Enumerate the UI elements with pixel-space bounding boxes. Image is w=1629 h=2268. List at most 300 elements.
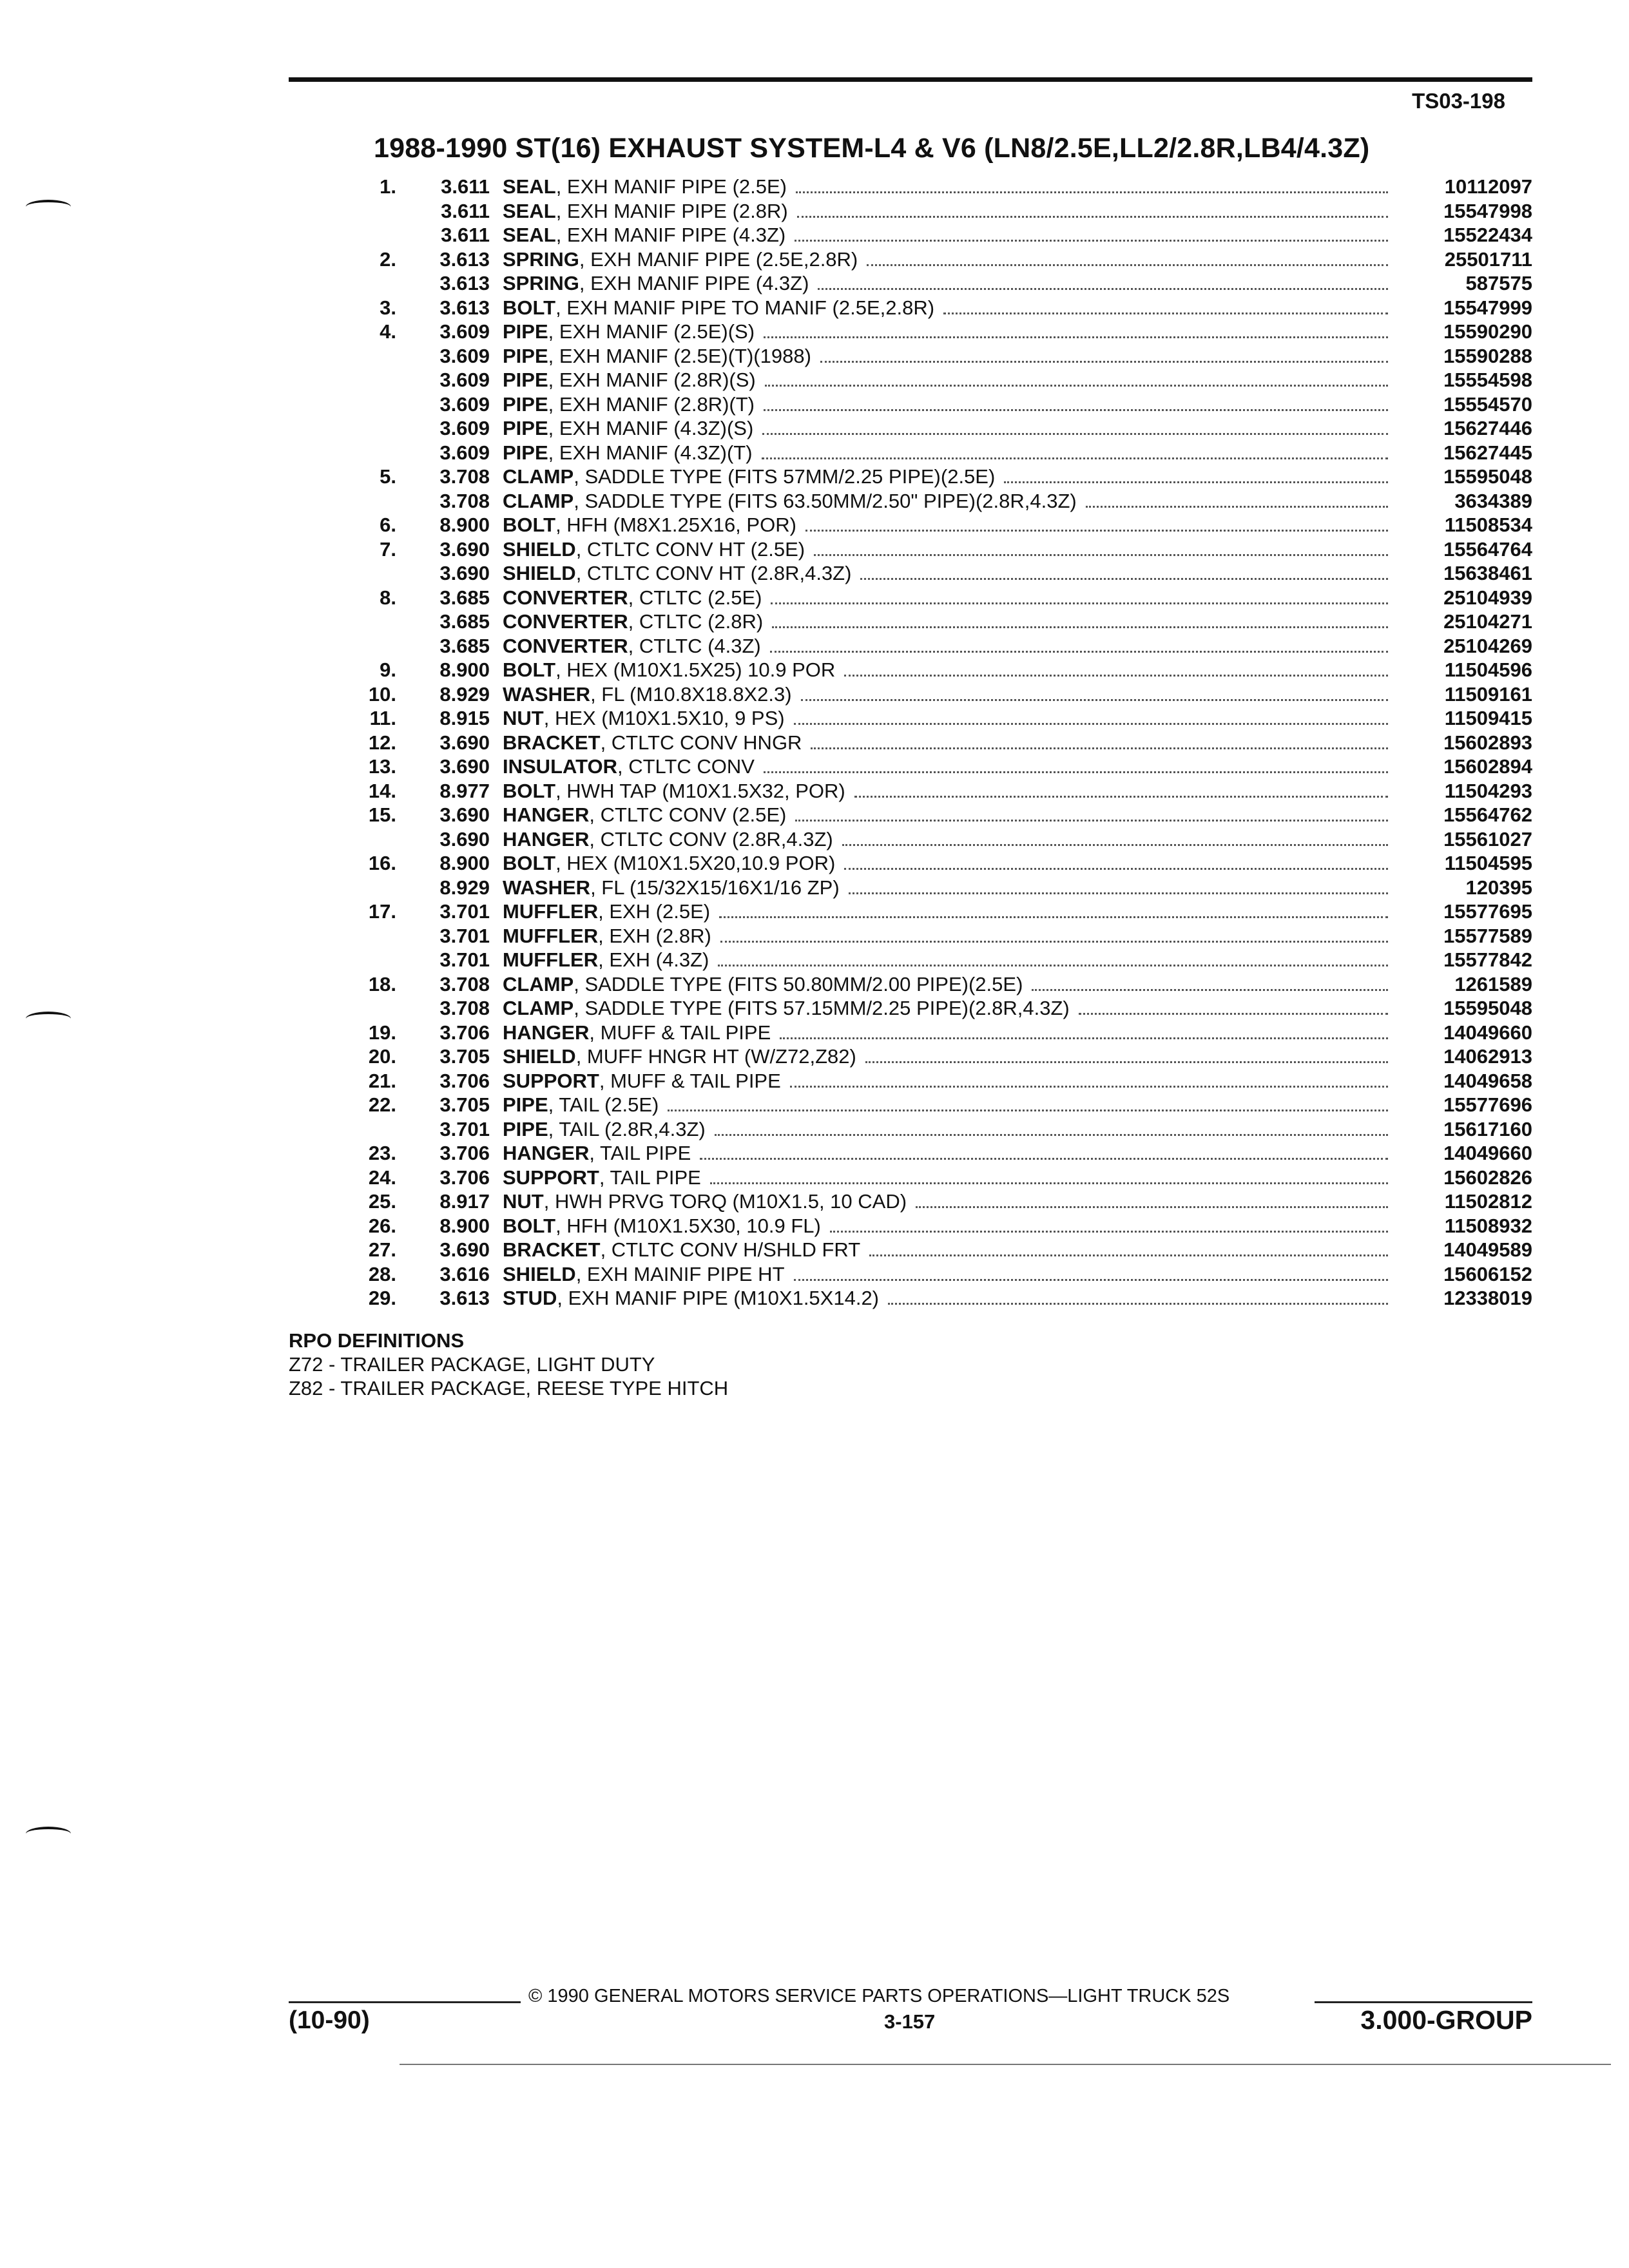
part-description — [503, 248, 1397, 271]
part-group-number: 3.706 — [439, 1142, 490, 1164]
punch-hole-mark-top — [26, 200, 71, 214]
part-detail: , EXH MANIF PIPE (4.3Z) — [555, 224, 786, 246]
footer-rule-left — [289, 2001, 521, 2003]
part-group-number: 3.685 — [439, 586, 490, 609]
part-name: PIPE — [503, 344, 548, 367]
part-name: SUPPORT — [503, 1069, 599, 1092]
part-group-number: 3.609 — [439, 441, 490, 464]
part-name: BOLT — [503, 852, 556, 874]
part-name: BOLT — [503, 1214, 556, 1237]
part-row — [335, 1263, 1532, 1287]
part-number: 15554570 — [1443, 392, 1532, 416]
dot-leader — [770, 635, 1388, 653]
part-group-number: 8.900 — [439, 852, 490, 874]
part-group-number: 3.609 — [439, 320, 490, 343]
part-index: 27. — [368, 1238, 396, 1261]
part-group-number: 3.708 — [439, 465, 490, 488]
part-group-number: 3.609 — [439, 344, 490, 367]
part-group-number: 3.616 — [439, 1262, 490, 1285]
part-detail: , EXH MANIF (4.3Z)(T) — [548, 441, 753, 464]
part-name: WASHER — [503, 682, 591, 706]
part-group-number: 3.685 — [439, 634, 490, 657]
part-number: 587575 — [1465, 272, 1532, 294]
dot-leader — [849, 876, 1388, 894]
rpo-definitions — [289, 1329, 728, 1400]
part-detail: , HWH TAP (M10X1.5X32, POR) — [555, 779, 845, 802]
dot-leader — [916, 1190, 1388, 1208]
part-number: 25104271 — [1443, 610, 1532, 633]
part-detail: , CTLTC CONV H/SHLD FRT — [600, 1238, 861, 1261]
part-description — [503, 973, 1397, 996]
part-description — [503, 1045, 1397, 1068]
part-detail: , TAIL (2.5E) — [548, 1093, 659, 1116]
part-index: 19. — [368, 1021, 396, 1044]
part-row — [335, 369, 1532, 393]
dot-leader — [1079, 997, 1388, 1015]
part-number: 11509161 — [1444, 682, 1532, 706]
part-group-number: 3.613 — [439, 272, 490, 294]
part-detail: , CTLTC CONV (2.8R,4.3Z) — [589, 827, 833, 850]
part-name: BOLT — [503, 658, 556, 681]
part-row — [335, 1093, 1532, 1118]
part-detail: , HEX (M10X1.5X20,10.9 POR) — [555, 852, 836, 874]
part-description — [503, 320, 1397, 343]
dot-leader — [805, 514, 1388, 532]
part-number: 11504596 — [1444, 658, 1532, 681]
part-name: INSULATOR — [503, 755, 617, 778]
part-index: 10. — [368, 682, 396, 706]
part-index: 18. — [368, 972, 396, 995]
part-group-number: 3.613 — [439, 1287, 490, 1309]
dot-leader — [943, 296, 1388, 314]
part-index: 25. — [368, 1190, 396, 1213]
rpo-item: Z82 - TRAILER PACKAGE, REESE TYPE HITCH — [289, 1377, 729, 1399]
part-group-number: 3.690 — [439, 562, 490, 584]
part-group-number: 8.977 — [439, 779, 490, 802]
dot-leader — [801, 683, 1388, 701]
dot-leader — [765, 369, 1388, 387]
part-row — [335, 296, 1532, 321]
part-row — [335, 514, 1532, 538]
part-detail: , FL (M10.8X18.8X2.3) — [590, 682, 792, 706]
part-description — [503, 780, 1397, 803]
part-number: 12338019 — [1443, 1287, 1532, 1309]
part-row — [335, 755, 1532, 780]
part-detail: , HEX (M10X1.5X10, 9 PS) — [543, 707, 785, 729]
part-row — [335, 876, 1532, 901]
part-name: BRACKET — [503, 1238, 601, 1261]
part-description — [503, 731, 1397, 754]
part-name: SPRING — [503, 272, 579, 294]
part-group-number: 3.611 — [441, 199, 490, 222]
part-description — [503, 900, 1397, 923]
part-number: 15577589 — [1443, 924, 1532, 947]
part-row — [335, 610, 1532, 635]
part-number: 15606152 — [1443, 1262, 1532, 1285]
part-number: 25501711 — [1444, 247, 1532, 271]
part-detail: , FL (15/32X15/16X1/16 ZP) — [590, 876, 840, 899]
part-detail: , EXH MANIF (2.8R)(S) — [548, 369, 756, 391]
dot-leader — [764, 755, 1388, 773]
part-description — [503, 1093, 1397, 1117]
part-detail: , EXH (4.3Z) — [598, 948, 709, 971]
part-row — [335, 345, 1532, 369]
bottom-edge-line — [400, 2064, 1611, 2065]
part-row — [335, 925, 1532, 949]
part-row — [335, 707, 1532, 731]
part-group-number: 3.609 — [439, 369, 490, 391]
part-group-number: 3.701 — [439, 924, 490, 947]
part-description — [503, 707, 1397, 730]
dot-leader — [772, 610, 1388, 628]
part-row — [335, 1215, 1532, 1239]
part-name: PIPE — [503, 320, 548, 343]
part-group-number: 3.690 — [439, 803, 490, 826]
dot-leader — [715, 1118, 1388, 1136]
part-description — [503, 224, 1397, 247]
part-row — [335, 272, 1532, 296]
dot-leader — [1032, 973, 1388, 991]
part-row — [335, 973, 1532, 997]
dot-leader — [888, 1287, 1388, 1305]
part-group-number: 8.900 — [439, 514, 490, 536]
part-group-number: 3.706 — [439, 1021, 490, 1044]
part-row — [335, 490, 1532, 514]
part-group-number: 8.929 — [439, 876, 490, 899]
punch-hole-mark-middle — [26, 1012, 71, 1026]
part-number: 15590290 — [1443, 320, 1532, 343]
part-detail: , EXH MANIF (2.5E)(T)(1988) — [548, 344, 811, 367]
part-row — [335, 1045, 1532, 1070]
part-name: MUFFLER — [503, 948, 599, 971]
part-description — [503, 683, 1397, 706]
part-number: 15547998 — [1443, 199, 1532, 222]
part-group-number: 8.900 — [439, 658, 490, 681]
dot-leader — [794, 707, 1388, 725]
rpo-item: Z72 - TRAILER PACKAGE, LIGHT DUTY — [289, 1353, 655, 1376]
part-row — [335, 224, 1532, 248]
part-description — [503, 441, 1397, 465]
part-description — [503, 1238, 1397, 1262]
part-group-number: 3.706 — [439, 1069, 490, 1092]
part-group-number: 3.705 — [439, 1093, 490, 1116]
part-group-number: 3.708 — [439, 489, 490, 512]
part-index: 26. — [368, 1214, 396, 1237]
part-group-number: 3.701 — [439, 948, 490, 971]
dot-leader — [668, 1093, 1388, 1111]
dot-leader — [830, 1215, 1388, 1233]
part-description — [503, 1070, 1397, 1093]
part-index: 8. — [380, 586, 396, 609]
part-group-number: 3.685 — [439, 610, 490, 633]
part-row — [335, 900, 1532, 925]
part-row — [335, 1070, 1532, 1094]
part-detail: , SADDLE TYPE (FITS 50.80MM/2.00 PIPE)(2.5E) — [574, 972, 1023, 995]
part-name: BOLT — [503, 779, 556, 802]
part-detail: , SADDLE TYPE (FITS 57.15MM/2.25 PIPE)(2.8R,4.3Z) — [574, 997, 1070, 1019]
footer-group: 3.000-GROUP — [1360, 2005, 1532, 2035]
dot-leader — [795, 224, 1388, 242]
dot-leader — [794, 1263, 1388, 1281]
part-name: BOLT — [503, 296, 556, 319]
part-description — [503, 1215, 1397, 1238]
part-index: 4. — [380, 320, 396, 343]
part-name: HANGER — [503, 1021, 590, 1044]
part-number: 10112097 — [1444, 175, 1532, 198]
dot-leader — [795, 803, 1388, 822]
part-number: 15627445 — [1443, 441, 1532, 464]
part-row — [335, 248, 1532, 273]
dot-leader — [700, 1142, 1388, 1160]
part-index: 12. — [368, 731, 396, 754]
dot-leader — [820, 345, 1388, 363]
part-row — [335, 803, 1532, 828]
part-detail: , MUFF & TAIL PIPE — [599, 1069, 781, 1092]
part-description — [503, 538, 1397, 561]
part-number: 11509415 — [1444, 707, 1532, 729]
dot-leader — [719, 900, 1388, 918]
dot-leader — [720, 925, 1388, 943]
part-detail: , CTLTC CONV (2.5E) — [589, 803, 787, 826]
dot-leader — [796, 175, 1388, 193]
part-group-number: 3.706 — [439, 1166, 490, 1189]
part-number: 11504293 — [1444, 779, 1532, 802]
dot-leader — [811, 731, 1388, 749]
part-index: 6. — [380, 514, 396, 536]
dot-leader — [718, 948, 1388, 966]
part-row — [335, 1142, 1532, 1166]
part-name: NUT — [503, 1190, 544, 1213]
part-name: CLAMP — [503, 997, 574, 1019]
part-description — [503, 755, 1397, 778]
part-index: 29. — [368, 1287, 396, 1309]
part-row — [335, 1287, 1532, 1311]
part-detail: , EXH (2.5E) — [598, 900, 711, 923]
part-number: 15564762 — [1443, 803, 1532, 826]
part-detail: , MUFF HNGR HT (W/Z72,Z82) — [575, 1045, 856, 1068]
part-index: 1. — [380, 175, 396, 198]
part-row — [335, 731, 1532, 756]
part-description — [503, 272, 1397, 295]
part-description — [503, 948, 1397, 972]
part-name: CLAMP — [503, 489, 574, 512]
part-row — [335, 1238, 1532, 1263]
dot-leader — [790, 1070, 1388, 1088]
part-number: 15554598 — [1443, 369, 1532, 391]
part-number: 25104939 — [1443, 586, 1532, 609]
part-detail: , EXH MANIF PIPE TO MANIF (2.5E,2.8R) — [555, 296, 935, 319]
part-row — [335, 175, 1532, 200]
part-number: 11508534 — [1444, 514, 1532, 536]
part-group-number: 8.900 — [439, 1214, 490, 1237]
part-detail: , EXH MAINIF PIPE HT — [575, 1262, 785, 1285]
dot-leader — [860, 562, 1388, 580]
part-description — [503, 610, 1397, 633]
part-group-number: 3.701 — [439, 1117, 490, 1140]
page-code: TS03-198 — [1412, 89, 1505, 113]
part-detail: , CTLTC CONV — [617, 755, 755, 778]
copyright-text: © 1990 GENERAL MOTORS SERVICE PARTS OPERATIONS—LIGHT TRUCK 52S — [528, 1986, 1230, 2006]
part-detail: , EXH MANIF PIPE (M10X1.5X14.2) — [557, 1287, 880, 1309]
part-row — [335, 635, 1532, 659]
part-name: PIPE — [503, 1117, 548, 1140]
part-group-number: 3.611 — [441, 175, 490, 198]
part-index: 7. — [380, 537, 396, 561]
part-row — [335, 1190, 1532, 1215]
part-number: 14049658 — [1443, 1069, 1532, 1092]
parts-list — [335, 175, 1532, 1311]
part-detail: , MUFF & TAIL PIPE — [589, 1021, 771, 1044]
dot-leader — [844, 658, 1388, 677]
part-description — [503, 562, 1397, 585]
part-group-number: 3.609 — [439, 392, 490, 416]
part-number: 15617160 — [1443, 1117, 1532, 1140]
part-description — [503, 1118, 1397, 1141]
part-description — [503, 514, 1397, 537]
part-number: 15547999 — [1443, 296, 1532, 319]
dot-leader — [814, 538, 1388, 556]
footer-rule-right — [1315, 2001, 1532, 2003]
part-index: 24. — [368, 1166, 396, 1189]
part-row — [335, 828, 1532, 852]
dot-leader — [780, 1021, 1388, 1039]
part-name: PIPE — [503, 1093, 548, 1116]
dot-leader — [865, 1045, 1388, 1063]
part-detail: , CTLTC CONV HT (2.8R,4.3Z) — [575, 562, 852, 584]
part-row — [335, 320, 1532, 345]
part-name: STUD — [503, 1287, 557, 1309]
part-number: 15577695 — [1443, 900, 1532, 923]
part-row — [335, 441, 1532, 466]
part-description — [503, 876, 1397, 899]
part-number: 15602894 — [1443, 755, 1532, 778]
part-description — [503, 997, 1397, 1020]
part-name: HANGER — [503, 827, 590, 850]
part-description — [503, 465, 1397, 488]
part-name: PIPE — [503, 441, 548, 464]
part-row — [335, 538, 1532, 562]
part-name: SPRING — [503, 247, 579, 271]
part-number: 15638461 — [1443, 562, 1532, 584]
dot-leader — [867, 248, 1388, 266]
part-row — [335, 658, 1532, 683]
part-detail: , HWH PRVG TORQ (M10X1.5, 10 CAD) — [543, 1190, 907, 1213]
part-detail: , TAIL PIPE — [599, 1166, 701, 1189]
part-number: 11504595 — [1444, 852, 1532, 874]
top-rule — [289, 77, 1532, 82]
part-number: 15627446 — [1443, 417, 1532, 439]
part-number: 15595048 — [1443, 465, 1532, 488]
part-detail: , EXH MANIF (2.8R)(T) — [548, 392, 755, 416]
punch-hole-mark-bottom — [26, 1827, 71, 1841]
part-group-number: 3.690 — [439, 537, 490, 561]
part-group-number: 3.690 — [439, 827, 490, 850]
part-number: 15561027 — [1443, 827, 1532, 850]
part-index: 20. — [368, 1045, 396, 1068]
part-number: 15602893 — [1443, 731, 1532, 754]
part-name: CONVERTER — [503, 586, 628, 609]
part-detail: , EXH MANIF PIPE (2.8R) — [555, 199, 788, 222]
part-name: BOLT — [503, 514, 556, 536]
part-detail: , EXH MANIF PIPE (2.5E,2.8R) — [579, 247, 858, 271]
part-name: SHIELD — [503, 537, 576, 561]
part-index: 11. — [369, 707, 396, 729]
part-name: HANGER — [503, 803, 590, 826]
part-name: SHIELD — [503, 562, 576, 584]
part-name: SHIELD — [503, 1045, 576, 1068]
part-description — [503, 586, 1397, 610]
part-group-number: 8.917 — [439, 1190, 490, 1213]
part-number: 11502812 — [1444, 1190, 1532, 1213]
part-name: CONVERTER — [503, 634, 628, 657]
part-row — [335, 417, 1532, 441]
dot-leader — [764, 320, 1388, 338]
part-index: 17. — [368, 900, 396, 923]
part-detail: , EXH MANIF (2.5E)(S) — [548, 320, 755, 343]
page-title: 1988-1990 ST(16) EXHAUST SYSTEM-L4 & V6 (LN8/2.5E,LL2/2.8R,LB4/4.3Z) — [374, 133, 1370, 164]
part-name: SEAL — [503, 224, 556, 246]
part-name: NUT — [503, 707, 544, 729]
part-description — [503, 1142, 1397, 1165]
part-detail: , HFH (M10X1.5X30, 10.9 FL) — [555, 1214, 821, 1237]
part-description — [503, 925, 1397, 948]
part-name: PIPE — [503, 369, 548, 391]
part-number: 15577696 — [1443, 1093, 1532, 1116]
part-number: 14049660 — [1443, 1021, 1532, 1044]
part-detail: , CTLTC CONV HT (2.5E) — [575, 537, 805, 561]
part-row — [335, 948, 1532, 973]
part-description — [503, 345, 1397, 368]
part-group-number: 3.611 — [441, 224, 490, 246]
dot-leader — [844, 852, 1388, 870]
part-index: 3. — [380, 296, 396, 319]
part-description — [503, 658, 1397, 682]
part-name: WASHER — [503, 876, 591, 899]
part-description — [503, 369, 1397, 392]
page-number: 3-157 — [884, 2010, 936, 2033]
part-index: 16. — [368, 852, 396, 874]
part-index: 15. — [368, 803, 396, 826]
part-name: SHIELD — [503, 1262, 576, 1285]
part-number: 14062913 — [1443, 1045, 1532, 1068]
part-index: 9. — [380, 658, 396, 681]
dot-leader — [1086, 490, 1388, 508]
part-detail: , TAIL PIPE — [589, 1142, 691, 1164]
part-row — [335, 683, 1532, 707]
part-number: 14049589 — [1443, 1238, 1532, 1261]
part-row — [335, 465, 1532, 490]
part-description — [503, 1190, 1397, 1213]
part-group-number: 3.690 — [439, 731, 490, 754]
footer-date: (10-90) — [289, 2006, 370, 2034]
part-number: 1261589 — [1454, 972, 1532, 995]
part-detail: , SADDLE TYPE (FITS 57MM/2.25 PIPE)(2.5E) — [574, 465, 996, 488]
part-row — [335, 562, 1532, 586]
dot-leader — [842, 828, 1388, 846]
part-group-number: 3.609 — [439, 417, 490, 439]
part-index: 22. — [368, 1093, 396, 1116]
part-row — [335, 780, 1532, 804]
dot-leader — [710, 1166, 1388, 1184]
part-group-number: 3.708 — [439, 972, 490, 995]
part-row — [335, 586, 1532, 611]
part-number: 3634389 — [1454, 489, 1532, 512]
part-description — [503, 852, 1397, 875]
part-index: 2. — [380, 247, 396, 271]
part-number: 15595048 — [1443, 997, 1532, 1019]
part-name: SEAL — [503, 175, 556, 198]
part-number: 15522434 — [1443, 224, 1532, 246]
